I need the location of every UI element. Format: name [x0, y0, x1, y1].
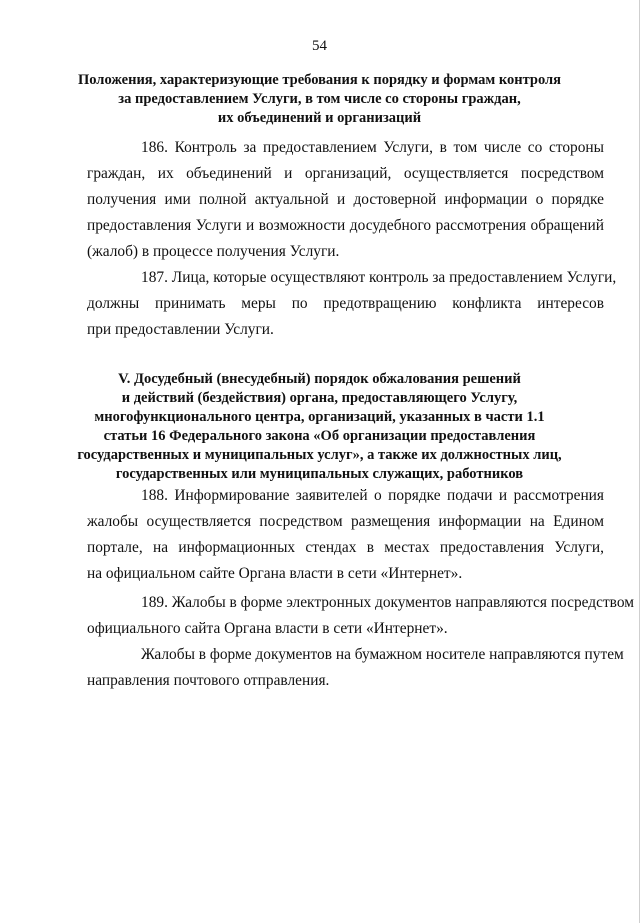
paragraph-line: 189. Жалобы в форме электронных документов направляются посредством [141, 594, 634, 611]
heading-line: государственных и муниципальных услуг», а также их должностных лиц, [77, 447, 562, 463]
paragraph-line: направления почтового отправления. [87, 672, 330, 689]
paragraph-186 [87, 135, 604, 265]
paragraph-line: Жалобы в форме документов на бумажном носителе направляются путем [141, 646, 624, 663]
page-number: 54 [312, 38, 327, 54]
section-heading-control [70, 71, 569, 128]
paragraph-line: (жалоб) в процессе получения Услуги. [87, 243, 340, 260]
paragraph-paper-complaints [87, 642, 624, 694]
paragraph-line: предоставления Услуги и возможности досудебного рассмотрения обращений [87, 217, 604, 234]
paragraph-line: 186. Контроль за предоставлением Услуги, в том числе со стороны [141, 139, 604, 156]
paragraph-line: жалобы осуществляется посредством размещения информации на Едином [87, 513, 604, 530]
paragraph-line: граждан, их объединений и организаций, осуществляется посредством [87, 165, 604, 182]
heading-line: многофункционального центра, организаций, указанных в части 1.1 [94, 409, 545, 425]
heading-line: за предоставлением Услуги, в том числе со стороны граждан, [118, 91, 521, 107]
paragraph-line: 188. Информирование заявителей о порядке подачи и рассмотрения [141, 487, 604, 504]
paragraph-189 [87, 590, 634, 642]
paragraph-188 [87, 483, 604, 587]
section-heading-appeal [70, 370, 569, 484]
paragraph-line: официального сайта Органа власти в сети «Интернет». [87, 620, 448, 637]
heading-line: V. Досудебный (внесудебный) порядок обжалования решений [118, 371, 521, 387]
paragraph-line: 187. Лица, которые осуществляют контроль за предоставлением Услуги, [141, 269, 617, 286]
paragraph-line: портале, на информационных стендах в местах предоставления Услуги, [87, 539, 604, 556]
paragraph-line: должны принимать меры по предотвращению конфликта интересов [87, 295, 604, 312]
heading-line: Положения, характеризующие требования к порядку и формам контроля [77, 72, 562, 88]
paragraph-line: на официальном сайте Органа власти в сети «Интернет». [87, 565, 463, 582]
heading-line: их объединений и организаций [217, 110, 422, 126]
heading-line: и действий (бездействия) органа, предоставляющего Услугу, [121, 390, 518, 406]
heading-line: государственных или муниципальных служащих, работников [115, 466, 524, 482]
paragraph-line: при предоставлении Услуги. [87, 321, 274, 338]
heading-line: статьи 16 Федерального закона «Об организации предоставления [103, 428, 536, 444]
paragraph-line: получения ими полной актуальной и достоверной информации о порядке [87, 191, 604, 208]
paragraph-187 [87, 265, 617, 343]
